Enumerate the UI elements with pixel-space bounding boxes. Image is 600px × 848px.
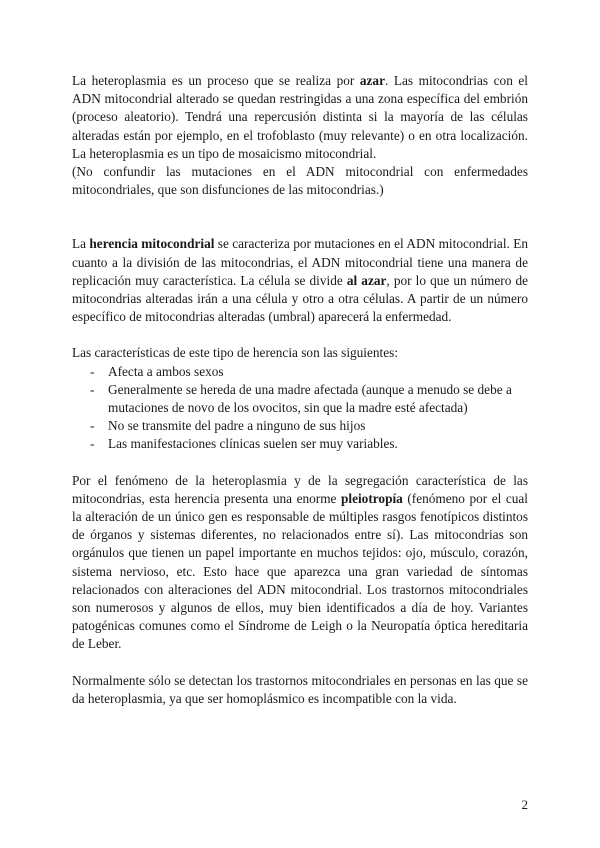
- paragraph-list-intro: Las características de este tipo de herencia son las siguientes:: [72, 345, 399, 361]
- paragraph-herencia-mitocondrial: [72, 235, 528, 326]
- spacer: [72, 654, 528, 672]
- list-item: - Generalmente se hereda de una madre afectada (aunque a menudo se debe a mutaciones de novo de los ovocitos, sin que la madre esté afectada): [72, 381, 528, 417]
- list-item: - No se transmite del padre a ninguno de sus hijos: [72, 417, 528, 435]
- page-number: 2: [521, 797, 528, 812]
- paragraph-note: (No confundir las mutaciones en el ADN mitocondrial con enfermedades mitocondriales, que son disfunciones de las mitocondrias.): [72, 164, 528, 198]
- paragraph-conclusion: Normalmente sólo se detectan los trastornos mitocondriales en personas en las que se da heteroplasmia, ya que ser homoplásmico es incompatible con la vida.: [72, 672, 528, 706]
- bold-term-herencia-mitocondrial: herencia mitocondrial: [89, 236, 215, 252]
- paragraph-pleiotropia: [72, 472, 528, 654]
- spacer: [72, 454, 528, 472]
- text-run: se caracteriza por mutaciones en el ADN mitocondrial. En cuanto a la división de las mitocondrias, el ADN mitocondrial tiene una manera de replicación muy característica. La célula se divide: [72, 236, 529, 288]
- spacer: [72, 199, 528, 235]
- list-item: - Las manifestaciones clínicas suelen ser muy variables.: [72, 435, 528, 453]
- text-run: Por el fenómeno de la heteroplasmia y de la segregación característica de las mitocondrias, esta herencia presenta una enorme: [72, 472, 528, 506]
- text-run: , por lo que un número de mitocondrias alteradas irán a una célula y otro a otra células. A partir de un número específico de mitocondrias alteradas (umbral) aparecerá la enfermedad.: [72, 272, 528, 325]
- paragraph-heteroplasmia: [72, 72, 528, 163]
- bold-term-azar: azar: [359, 73, 385, 88]
- bold-term-al-azar: al azar: [346, 272, 387, 288]
- text-run: (fenómeno por el cual la alteración de un único gen es responsable de múltiples rasgos fenotípicos distintos de órganos y sistemas diferentes, no relacionados entre sí). Las mitocondrias son orgánulos que tienen un papel importante en muchos tejidos: ojo, músculo, corazón, sistema nervioso, etc. Esto hace que aparezca una gran variedad de síntomas relacionados con alteraciones del ADN mitocondrial. Los trastornos mitocondriales son numerosos y algunos de ellos, muy bien identificados a día de hoy. Variantes patogénicas comunes como el Síndrome de Leigh o la Neuropatía óptica hereditaria de Leber.: [72, 490, 528, 652]
- bold-term-pleiotropia: pleiotropía: [341, 490, 403, 506]
- spacer: [72, 326, 528, 344]
- page-content: [72, 72, 528, 708]
- text-run: La heteroplasmia es un proceso que se realiza por: [72, 73, 360, 88]
- text-run: . Las mitocondrias con el ADN mitocondrial alterado se quedan restringidas a una zona específica del embrión (proceso aleatorio). Tendrá una repercusión distinta si la mayoría de las células alteradas están por ejemplo, en el trofoblasto (muy relevante) o en otra localización. La heteroplasmia es un tipo de mosaicismo mitocondrial.: [72, 73, 529, 161]
- text-run: La: [72, 236, 90, 252]
- characteristics-list: [72, 363, 528, 454]
- list-item: - Afecta a ambos sexos: [72, 363, 528, 381]
